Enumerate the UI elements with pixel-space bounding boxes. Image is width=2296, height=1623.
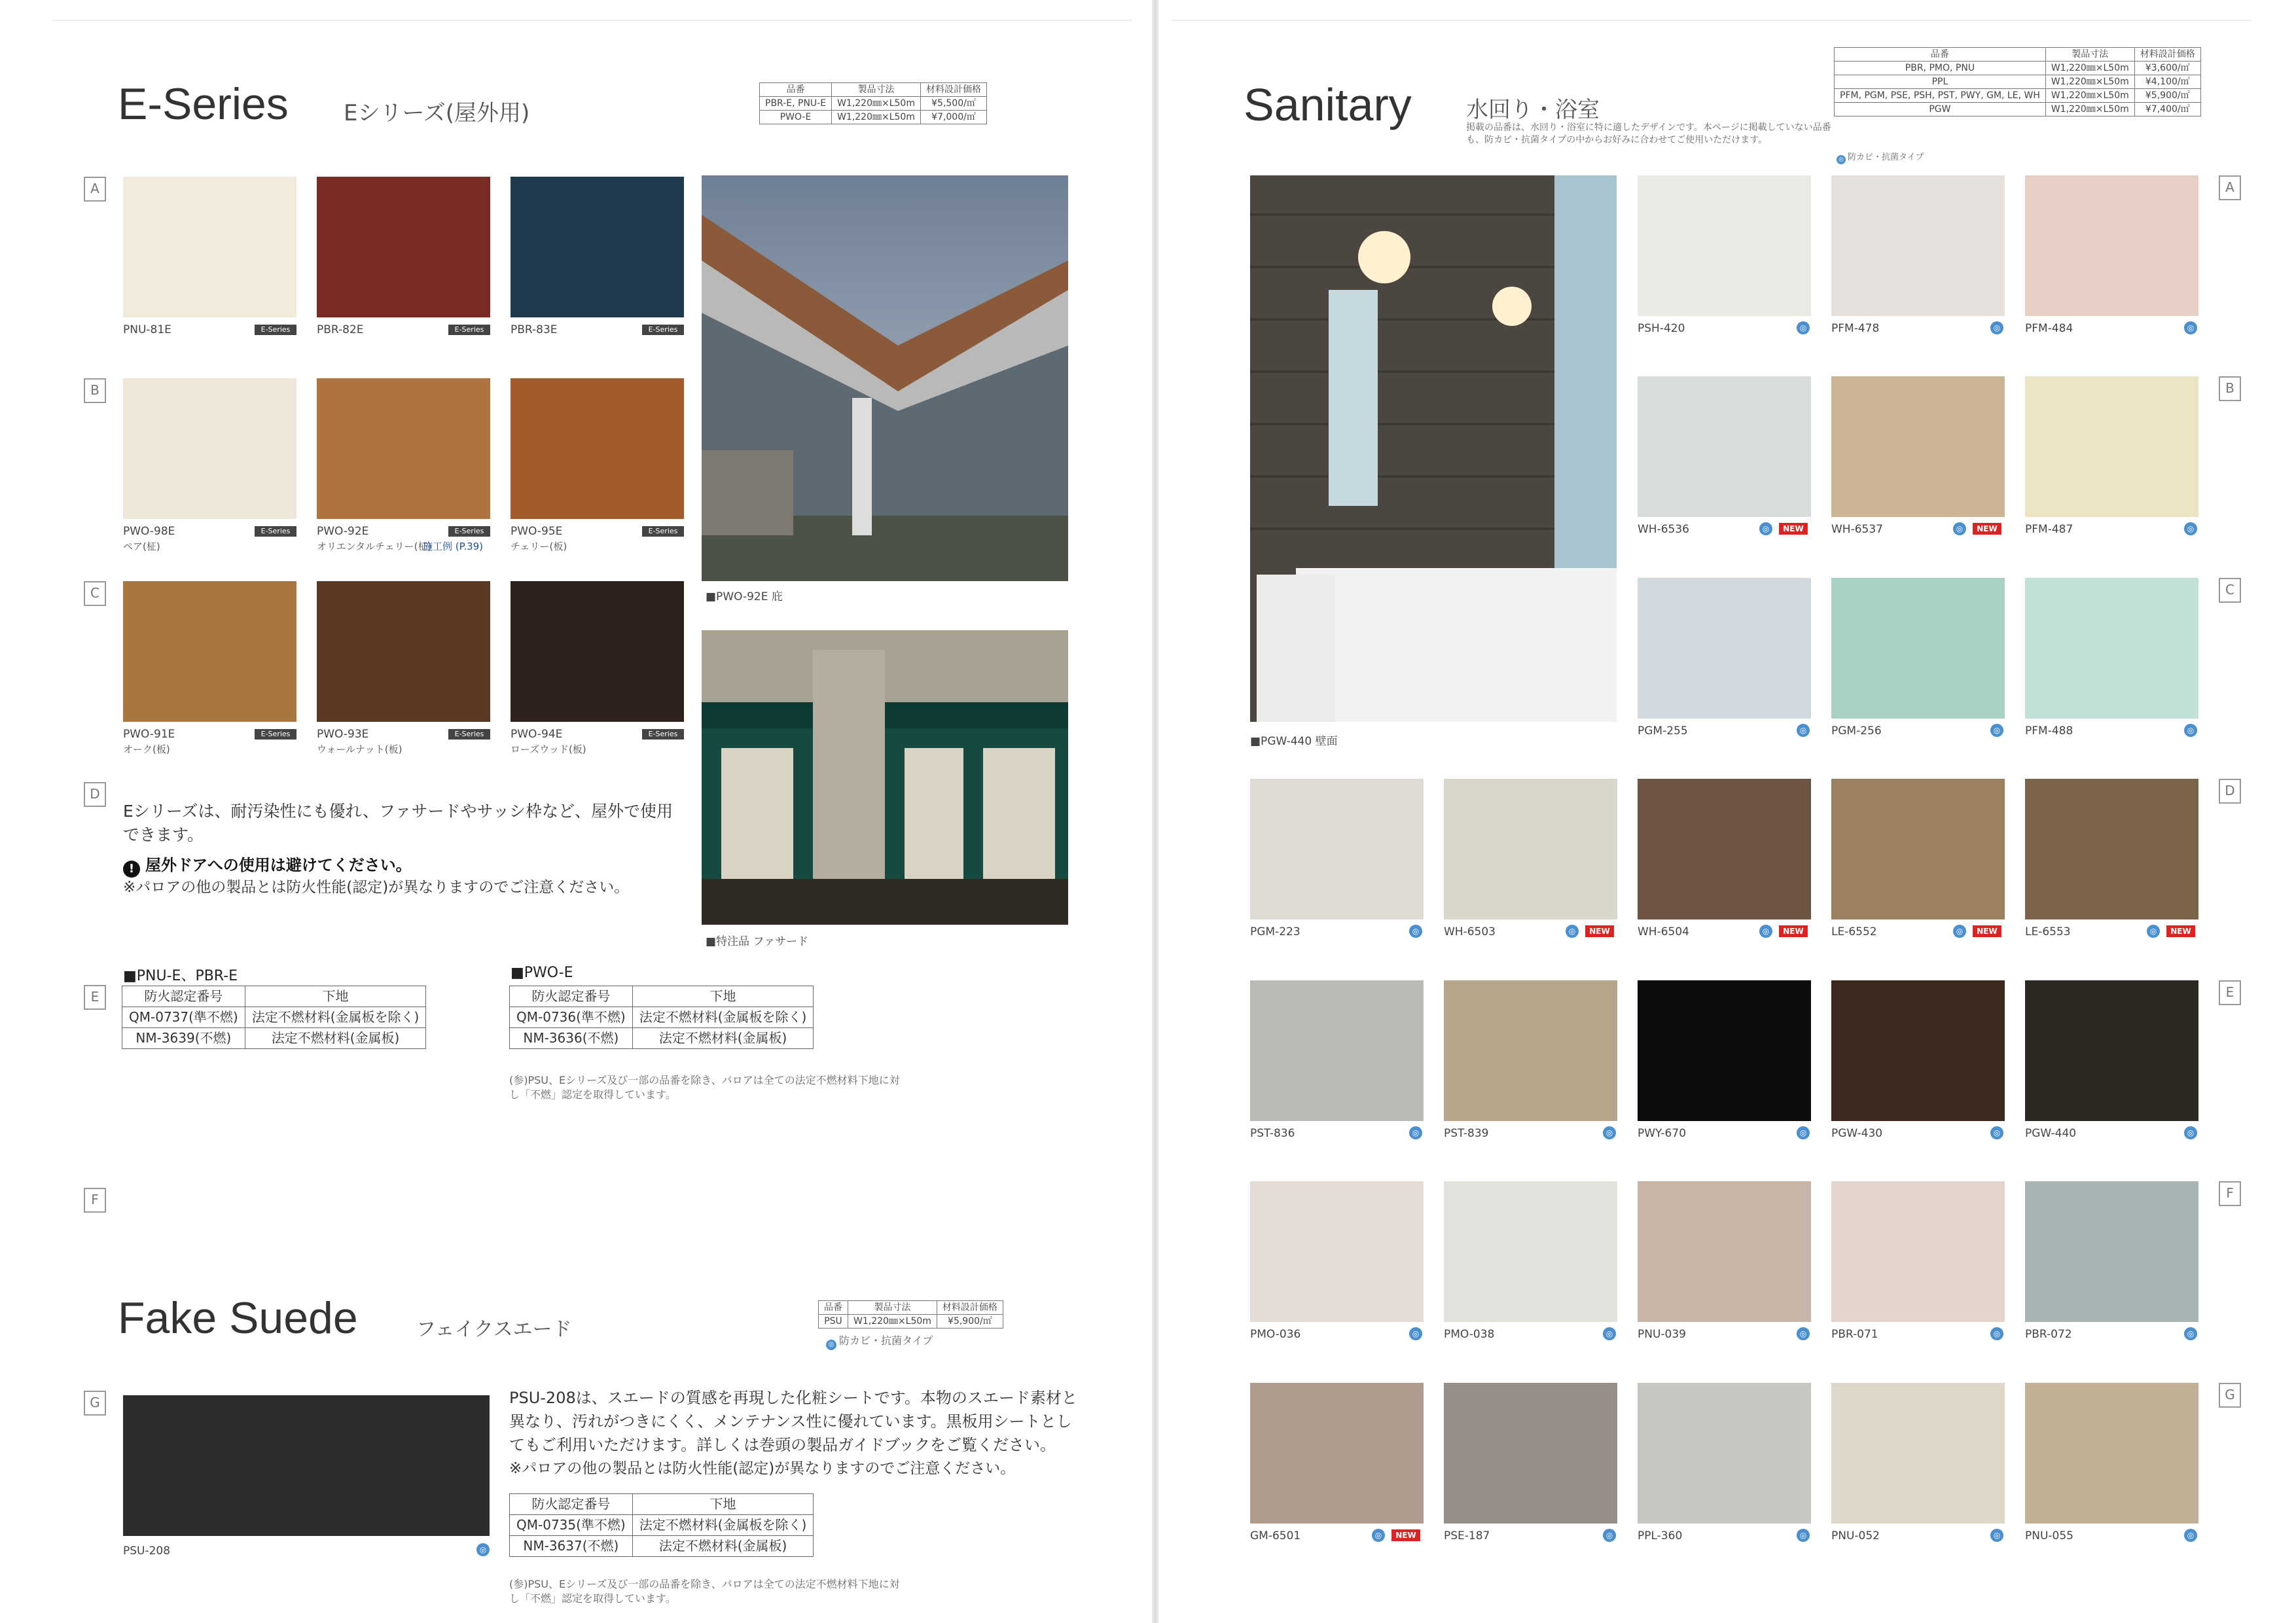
warning-icon: ! — [123, 861, 140, 878]
table-cell: ¥4,100/㎡ — [2134, 75, 2200, 89]
row-marker-a: A — [2219, 175, 2241, 200]
sanitary-spec-note — [1837, 151, 1924, 165]
eseries-spec-table — [759, 82, 987, 124]
swatch-pnu-055[interactable] — [2025, 1383, 2198, 1524]
swatch-code: PGW-440 — [2025, 1127, 2077, 1140]
swatch-code: WH-6536 — [1638, 523, 1689, 536]
e-series-tag: E-Series — [255, 729, 296, 740]
swatch-pmo-038[interactable] — [1444, 1181, 1617, 1322]
row-marker-c: C — [2219, 578, 2241, 603]
suede-swatch-code: PSU-208 — [123, 1544, 171, 1558]
suede-spec-note — [826, 1334, 933, 1350]
anti-mold-icon: ◎ — [1990, 724, 2003, 737]
eseries-description: Eシリーズは、耐汚染性にも優れ、ファサードやサッシ枠など、屋外で使用できます。 — [123, 802, 673, 844]
swatch-pst-839[interactable] — [1444, 980, 1617, 1121]
table-cell: PBR-E, PNU-E — [760, 97, 832, 111]
eseries-warning-text: 屋外ドアへの使用は避けてください。 — [145, 856, 412, 874]
row-marker-e: E — [2219, 980, 2241, 1005]
swatch-wh-6537[interactable] — [1831, 376, 2005, 517]
swatch-pgm-223[interactable] — [1250, 779, 1424, 919]
table-header-row — [510, 1494, 814, 1515]
table-row — [819, 1315, 1003, 1329]
eseries-warning — [123, 852, 412, 878]
fire-b-title: ■PWO-E — [511, 965, 573, 981]
swatch-subname: ペア(柾) — [123, 541, 160, 552]
table-cell: W1,220㎜×L50m — [2045, 62, 2134, 75]
swatch-pgm-256[interactable] — [1831, 578, 2005, 719]
anti-mold-icon: ◎ — [2184, 1529, 2197, 1542]
row-marker-d: D — [84, 782, 106, 807]
fire-a-table — [122, 986, 426, 1049]
facade-photo — [702, 630, 1068, 925]
swatch-code: PBR-071 — [1831, 1328, 1878, 1341]
top-rule — [52, 20, 1132, 21]
table-row — [1835, 75, 2201, 89]
table-cell: 法定不燃材料(金属板) — [245, 1028, 426, 1049]
e-series-tag: E-Series — [448, 729, 490, 740]
swatch-code: PFM-488 — [2025, 724, 2073, 738]
swatch-ppl-360[interactable] — [1638, 1383, 1811, 1524]
swatch-subname: ウォールナット(板) — [317, 743, 403, 755]
swatch-pfm-487[interactable] — [2025, 376, 2198, 517]
table-cell: 法定不燃材料(金属板を除く) — [245, 1007, 426, 1028]
eseries-note: ※パロアの他の製品とは防火性能(認定)が異なりますのでご注意ください。 — [123, 879, 630, 896]
new-badge: NEW — [1391, 1529, 1420, 1541]
table-row — [510, 1536, 814, 1557]
swatch-pgm-255[interactable] — [1638, 578, 1811, 719]
table-row — [760, 97, 987, 111]
table-cell: PSU — [819, 1315, 848, 1329]
bathroom-photo-caption: ■PGW-440 壁面 — [1250, 735, 1338, 748]
anti-mold-icon: ◎ — [1797, 1529, 1810, 1542]
e-series-tag: E-Series — [642, 526, 684, 537]
swatch-subname: ローズウッド(板) — [511, 743, 586, 755]
table-row — [1835, 62, 2201, 75]
table-header-row — [510, 986, 814, 1007]
swatch-code: PNU-052 — [1831, 1529, 1880, 1543]
swatch-le-6553[interactable] — [2025, 779, 2198, 919]
swatch-code: PWO-95E — [511, 525, 563, 538]
swatch-pgw-440[interactable] — [2025, 980, 2198, 1121]
bathroom-photo — [1250, 175, 1617, 722]
table-row — [1835, 89, 2201, 103]
table-cell: W1,220㎜×L50m — [2045, 75, 2134, 89]
anti-mold-icon: ◎ — [1409, 1327, 1422, 1340]
row-marker-g: G — [2219, 1383, 2241, 1408]
suede-description: PSU-208は、スエードの質感を再現した化粧シートです。本物のスエード素材と異なり、汚れがつきにくく、メンテナンス性に優れています。黒板用シートとしてもご利用いただけます。詳しくは巻頭の製品ガイドブックをご覧ください。 — [509, 1389, 1077, 1454]
e-series-tag: E-Series — [642, 325, 684, 335]
table-cell: 製品寸法 — [832, 83, 921, 97]
e-series-tag: E-Series — [642, 729, 684, 740]
suede-title: Fake Suede — [118, 1293, 358, 1343]
anti-mold-icon: ◎ — [1797, 1126, 1810, 1139]
swatch-code: PSH-420 — [1638, 322, 1685, 335]
swatch-code: LE-6552 — [1831, 925, 1877, 938]
swatch-code: PGM-255 — [1638, 724, 1688, 738]
facade-photo-caption: ■特注品 ファサード — [706, 935, 809, 948]
swatch-code: GM-6501 — [1250, 1529, 1301, 1543]
swatch-pgw-430[interactable] — [1831, 980, 2005, 1121]
swatch-code: PGM-256 — [1831, 724, 1882, 738]
table-cell: QM-0736(準不燃) — [510, 1007, 633, 1028]
new-badge: NEW — [1973, 523, 2001, 535]
suede-spec-note-text: 防カビ・抗菌タイプ — [839, 1334, 933, 1347]
eave-photo-caption: ■PWO-92E 庇 — [706, 590, 783, 603]
suede-swatch[interactable] — [123, 1395, 490, 1536]
anti-mold-icon: ◎ — [1372, 1529, 1385, 1542]
anti-mold-icon: ◎ — [1603, 1529, 1616, 1542]
new-badge: NEW — [1973, 925, 2001, 937]
table-cell: W1,220㎜×L50m — [2045, 103, 2134, 116]
e-series-tag: E-Series — [448, 526, 490, 537]
anti-mold-icon: ◎ — [1990, 321, 2003, 334]
anti-mold-icon: ◎ — [1797, 1327, 1810, 1340]
table-cell: PGW — [1835, 103, 2046, 116]
swatch-pbr-83e[interactable] — [511, 177, 684, 317]
table-cell: NM-3636(不燃) — [510, 1028, 633, 1049]
table-row — [122, 1028, 426, 1049]
swatch-pbr-071[interactable] — [1831, 1181, 2005, 1322]
swatch-pbr-072[interactable] — [2025, 1181, 2198, 1322]
swatch-gm-6501[interactable] — [1250, 1383, 1424, 1524]
swatch-code: PFM-478 — [1831, 322, 1880, 335]
table-cell: W1,220㎜×L50m — [2045, 89, 2134, 103]
fire-a-title: ■PNU-E、PBR-E — [123, 968, 238, 984]
anti-mold-icon: ◎ — [1990, 1529, 2003, 1542]
swatch-code: PWO-93E — [317, 728, 369, 741]
swatch-subname: オリエンタルチェリー(柾) — [317, 541, 432, 552]
anti-mold-icon: ◎ — [2147, 925, 2160, 938]
anti-mold-icon: ◎ — [1953, 925, 1966, 938]
suede-spec-table — [818, 1300, 1003, 1329]
table-cell: 下地 — [632, 986, 814, 1007]
sanitary-spec-table — [1834, 47, 2201, 116]
swatch-code: PFM-484 — [2025, 322, 2073, 335]
table-cell: 製品寸法 — [848, 1301, 937, 1315]
swatch-code: PGM-223 — [1250, 925, 1300, 938]
table-cell: PBR, PMO, PNU — [1835, 62, 2046, 75]
table-cell: PPL — [1835, 75, 2046, 89]
row-marker-b: B — [2219, 376, 2241, 401]
table-header-row — [760, 83, 987, 97]
sanitary-subtitle: 水回り・浴室 — [1466, 97, 1600, 123]
table-cell: 材料設計価格 — [920, 83, 986, 97]
swatch-code: PWO-94E — [511, 728, 563, 741]
row-marker-f: F — [84, 1188, 106, 1213]
table-cell: ¥7,000/㎡ — [920, 111, 986, 124]
table-cell: 下地 — [632, 1494, 814, 1515]
table-cell: 法定不燃材料(金属板) — [632, 1028, 814, 1049]
swatch-code: PPL-360 — [1638, 1529, 1683, 1543]
table-header-row — [819, 1301, 1003, 1315]
anti-mold-icon: ◎ — [2184, 724, 2197, 737]
swatch-code: PST-839 — [1444, 1127, 1489, 1140]
swatch-wh-6504[interactable] — [1638, 779, 1811, 919]
swatch-pmo-036[interactable] — [1250, 1181, 1424, 1322]
eseries-fire-note: (参)PSU、Eシリーズ及び一部の品番を除き、パロアは全ての法定不燃材料下地に対し「不燃」認定を取得しています。 — [509, 1074, 900, 1101]
fire-b-table — [509, 986, 814, 1049]
swatch-subname: オーク(板) — [123, 743, 170, 755]
table-header-row — [122, 986, 426, 1007]
table-cell: 防火認定番号 — [510, 1494, 633, 1515]
table-cell: QM-0737(準不燃) — [122, 1007, 245, 1028]
swatch-pbr-82e[interactable] — [317, 177, 490, 317]
anti-mold-icon: ◎ — [2184, 1327, 2197, 1340]
swatch-pse-187[interactable] — [1444, 1383, 1617, 1524]
eave-photo-svg — [702, 175, 1068, 581]
anti-mold-icon: ◎ — [2184, 1126, 2197, 1139]
swatch-pfm-484[interactable] — [2025, 175, 2198, 316]
swatch-psh-420[interactable] — [1638, 175, 1811, 316]
sanitary-title: Sanitary — [1244, 79, 1412, 130]
swatch-pwo-93e[interactable] — [317, 581, 490, 722]
top-rule — [1172, 20, 2251, 21]
anti-mold-icon: ◎ — [826, 1340, 836, 1350]
facade-photo-svg — [702, 630, 1068, 925]
swatch-code: PBR-83E — [511, 323, 558, 336]
anti-mold-icon: ◎ — [1759, 522, 1772, 535]
row-marker-g: G — [84, 1391, 106, 1416]
table-cell: 法定不燃材料(金属板を除く) — [632, 1007, 814, 1028]
eseries-title: E-Series — [118, 79, 289, 129]
swatch-pwo-91e[interactable] — [123, 581, 296, 722]
swatch-code: PSE-187 — [1444, 1529, 1490, 1543]
table-cell: 防火認定番号 — [510, 986, 633, 1007]
suede-fire-table — [509, 1493, 814, 1557]
swatch-pwo-98e[interactable] — [123, 378, 296, 519]
anti-mold-icon: ◎ — [1953, 522, 1966, 535]
table-cell: 品番 — [1835, 48, 2046, 62]
sanitary-note: 掲載の品番は、水回り・浴室に特に適したデザインです。本ページに掲載していない品番も、防カビ・抗菌タイプの中からお好みに合わせてご使用いただけます。 — [1466, 122, 1831, 145]
anti-mold-icon: ◎ — [1990, 1126, 2003, 1139]
swatch-code: PWO-91E — [123, 728, 175, 741]
eave-photo — [702, 175, 1068, 581]
swatch-code: WH-6537 — [1831, 523, 1883, 536]
swatch-pnu-81e[interactable] — [123, 177, 296, 317]
anti-mold-icon: ◎ — [1603, 1126, 1616, 1139]
swatch-code: PBR-82E — [317, 323, 364, 336]
table-cell: QM-0735(準不燃) — [510, 1515, 633, 1536]
swatch-code: PGW-430 — [1831, 1127, 1883, 1140]
anti-mold-icon: ◎ — [2184, 522, 2197, 535]
table-cell: PWO-E — [760, 111, 832, 124]
row-marker-d: D — [2219, 779, 2241, 804]
swatch-code: PWO-92E — [317, 525, 369, 538]
table-cell: ¥5,900/㎡ — [2134, 89, 2200, 103]
swatch-subname: チェリー(板) — [511, 541, 567, 552]
swatch-code: WH-6503 — [1444, 925, 1496, 938]
table-row — [510, 1028, 814, 1049]
anti-mold-icon: ◎ — [1837, 155, 1846, 164]
anti-mold-icon: ◎ — [1797, 724, 1810, 737]
anti-mold-icon: ◎ — [1409, 1126, 1422, 1139]
swatch-code: WH-6504 — [1638, 925, 1689, 938]
table-cell: W1,220㎜×L50m — [848, 1315, 937, 1329]
swatch-reference: 施工例 (P.39) — [423, 541, 484, 552]
table-cell: 防火認定番号 — [122, 986, 245, 1007]
swatch-code: PNU-055 — [2025, 1529, 2073, 1543]
swatch-pnu-039[interactable] — [1638, 1181, 1811, 1322]
table-header-row — [1835, 48, 2201, 62]
row-marker-b: B — [84, 378, 106, 403]
suede-subtitle: フェイクスエード — [416, 1318, 572, 1341]
row-marker-e: E — [84, 985, 106, 1010]
table-cell: PFM, PGM, PSE, PSH, PST, PWY, GM, LE, WH — [1835, 89, 2046, 103]
swatch-pfm-488[interactable] — [2025, 578, 2198, 719]
table-row — [122, 1007, 426, 1028]
suede-note: ※パロアの他の製品とは防火性能(認定)が異なりますのでご注意ください。 — [509, 1460, 1016, 1477]
anti-mold-icon: ◎ — [1409, 925, 1422, 938]
swatch-pwo-94e[interactable] — [511, 581, 684, 722]
table-cell: NM-3639(不燃) — [122, 1028, 245, 1049]
table-row — [510, 1007, 814, 1028]
swatch-wh-6536[interactable] — [1638, 376, 1811, 517]
swatch-code: PWO-98E — [123, 525, 175, 538]
anti-mold-icon: ◎ — [1566, 925, 1579, 938]
table-cell: 下地 — [245, 986, 426, 1007]
swatch-pst-836[interactable] — [1250, 980, 1424, 1121]
right-page — [1158, 0, 2296, 1623]
table-cell: 品番 — [760, 83, 832, 97]
anti-mold-icon: ◎ — [1990, 1327, 2003, 1340]
table-row — [760, 111, 987, 124]
swatch-code: PNU-039 — [1638, 1328, 1686, 1341]
swatch-pwy-670[interactable] — [1638, 980, 1811, 1121]
bathroom-photo-svg — [1250, 175, 1617, 722]
swatch-code: LE-6553 — [2025, 925, 2071, 938]
swatch-code: PWY-670 — [1638, 1127, 1687, 1140]
swatch-code: PFM-487 — [2025, 523, 2073, 536]
table-cell: W1,220㎜×L50m — [832, 111, 921, 124]
swatch-code: PMO-036 — [1250, 1328, 1301, 1341]
swatch-code: PNU-81E — [123, 323, 171, 336]
anti-mold-icon: ◎ — [1759, 925, 1772, 938]
anti-mold-icon: ◎ — [1797, 321, 1810, 334]
anti-mold-icon: ◎ — [1603, 1327, 1616, 1340]
swatch-pwo-92e[interactable] — [317, 378, 490, 519]
table-cell: W1,220㎜×L50m — [832, 97, 921, 111]
suede-fire-note: (参)PSU、Eシリーズ及び一部の品番を除き、パロアは全ての法定不燃材料下地に対し「不燃」認定を取得しています。 — [509, 1578, 900, 1605]
table-cell: NM-3637(不燃) — [510, 1536, 633, 1557]
swatch-code: PBR-072 — [2025, 1328, 2072, 1341]
new-badge: NEW — [1779, 925, 1808, 937]
swatch-pwo-95e[interactable] — [511, 378, 684, 519]
table-cell: 品番 — [819, 1301, 848, 1315]
table-cell: ¥5,500/㎡ — [920, 97, 986, 111]
swatch-wh-6503[interactable] — [1444, 779, 1617, 919]
sanitary-spec-note-text: 防カビ・抗菌タイプ — [1848, 152, 1924, 162]
swatch-code: PST-836 — [1250, 1127, 1295, 1140]
table-row — [1835, 103, 2201, 116]
new-badge: NEW — [2166, 925, 2195, 937]
table-cell: ¥3,600/㎡ — [2134, 62, 2200, 75]
e-series-tag: E-Series — [255, 325, 296, 335]
table-cell: ¥7,400/㎡ — [2134, 103, 2200, 116]
e-series-tag: E-Series — [255, 526, 296, 537]
table-row — [510, 1515, 814, 1536]
table-cell: ¥5,900/㎡ — [937, 1315, 1003, 1329]
anti-mold-icon: ◎ — [2184, 321, 2197, 334]
table-cell: 材料設計価格 — [937, 1301, 1003, 1315]
anti-mold-icon: ◎ — [476, 1543, 490, 1556]
table-cell: 製品寸法 — [2045, 48, 2134, 62]
row-marker-f: F — [2219, 1181, 2241, 1206]
table-cell: 材料設計価格 — [2134, 48, 2200, 62]
swatch-le-6552[interactable] — [1831, 779, 2005, 919]
new-badge: NEW — [1585, 925, 1614, 937]
table-cell: 法定不燃材料(金属板を除く) — [632, 1515, 814, 1536]
eseries-subtitle: Eシリーズ(屋外用) — [344, 100, 530, 126]
table-cell: 法定不燃材料(金属板) — [632, 1536, 814, 1557]
new-badge: NEW — [1779, 523, 1808, 535]
swatch-pnu-052[interactable] — [1831, 1383, 2005, 1524]
swatch-pfm-478[interactable] — [1831, 175, 2005, 316]
e-series-tag: E-Series — [448, 325, 490, 335]
row-marker-a: A — [84, 177, 106, 202]
swatch-code: PMO-038 — [1444, 1328, 1495, 1341]
row-marker-c: C — [84, 581, 106, 606]
